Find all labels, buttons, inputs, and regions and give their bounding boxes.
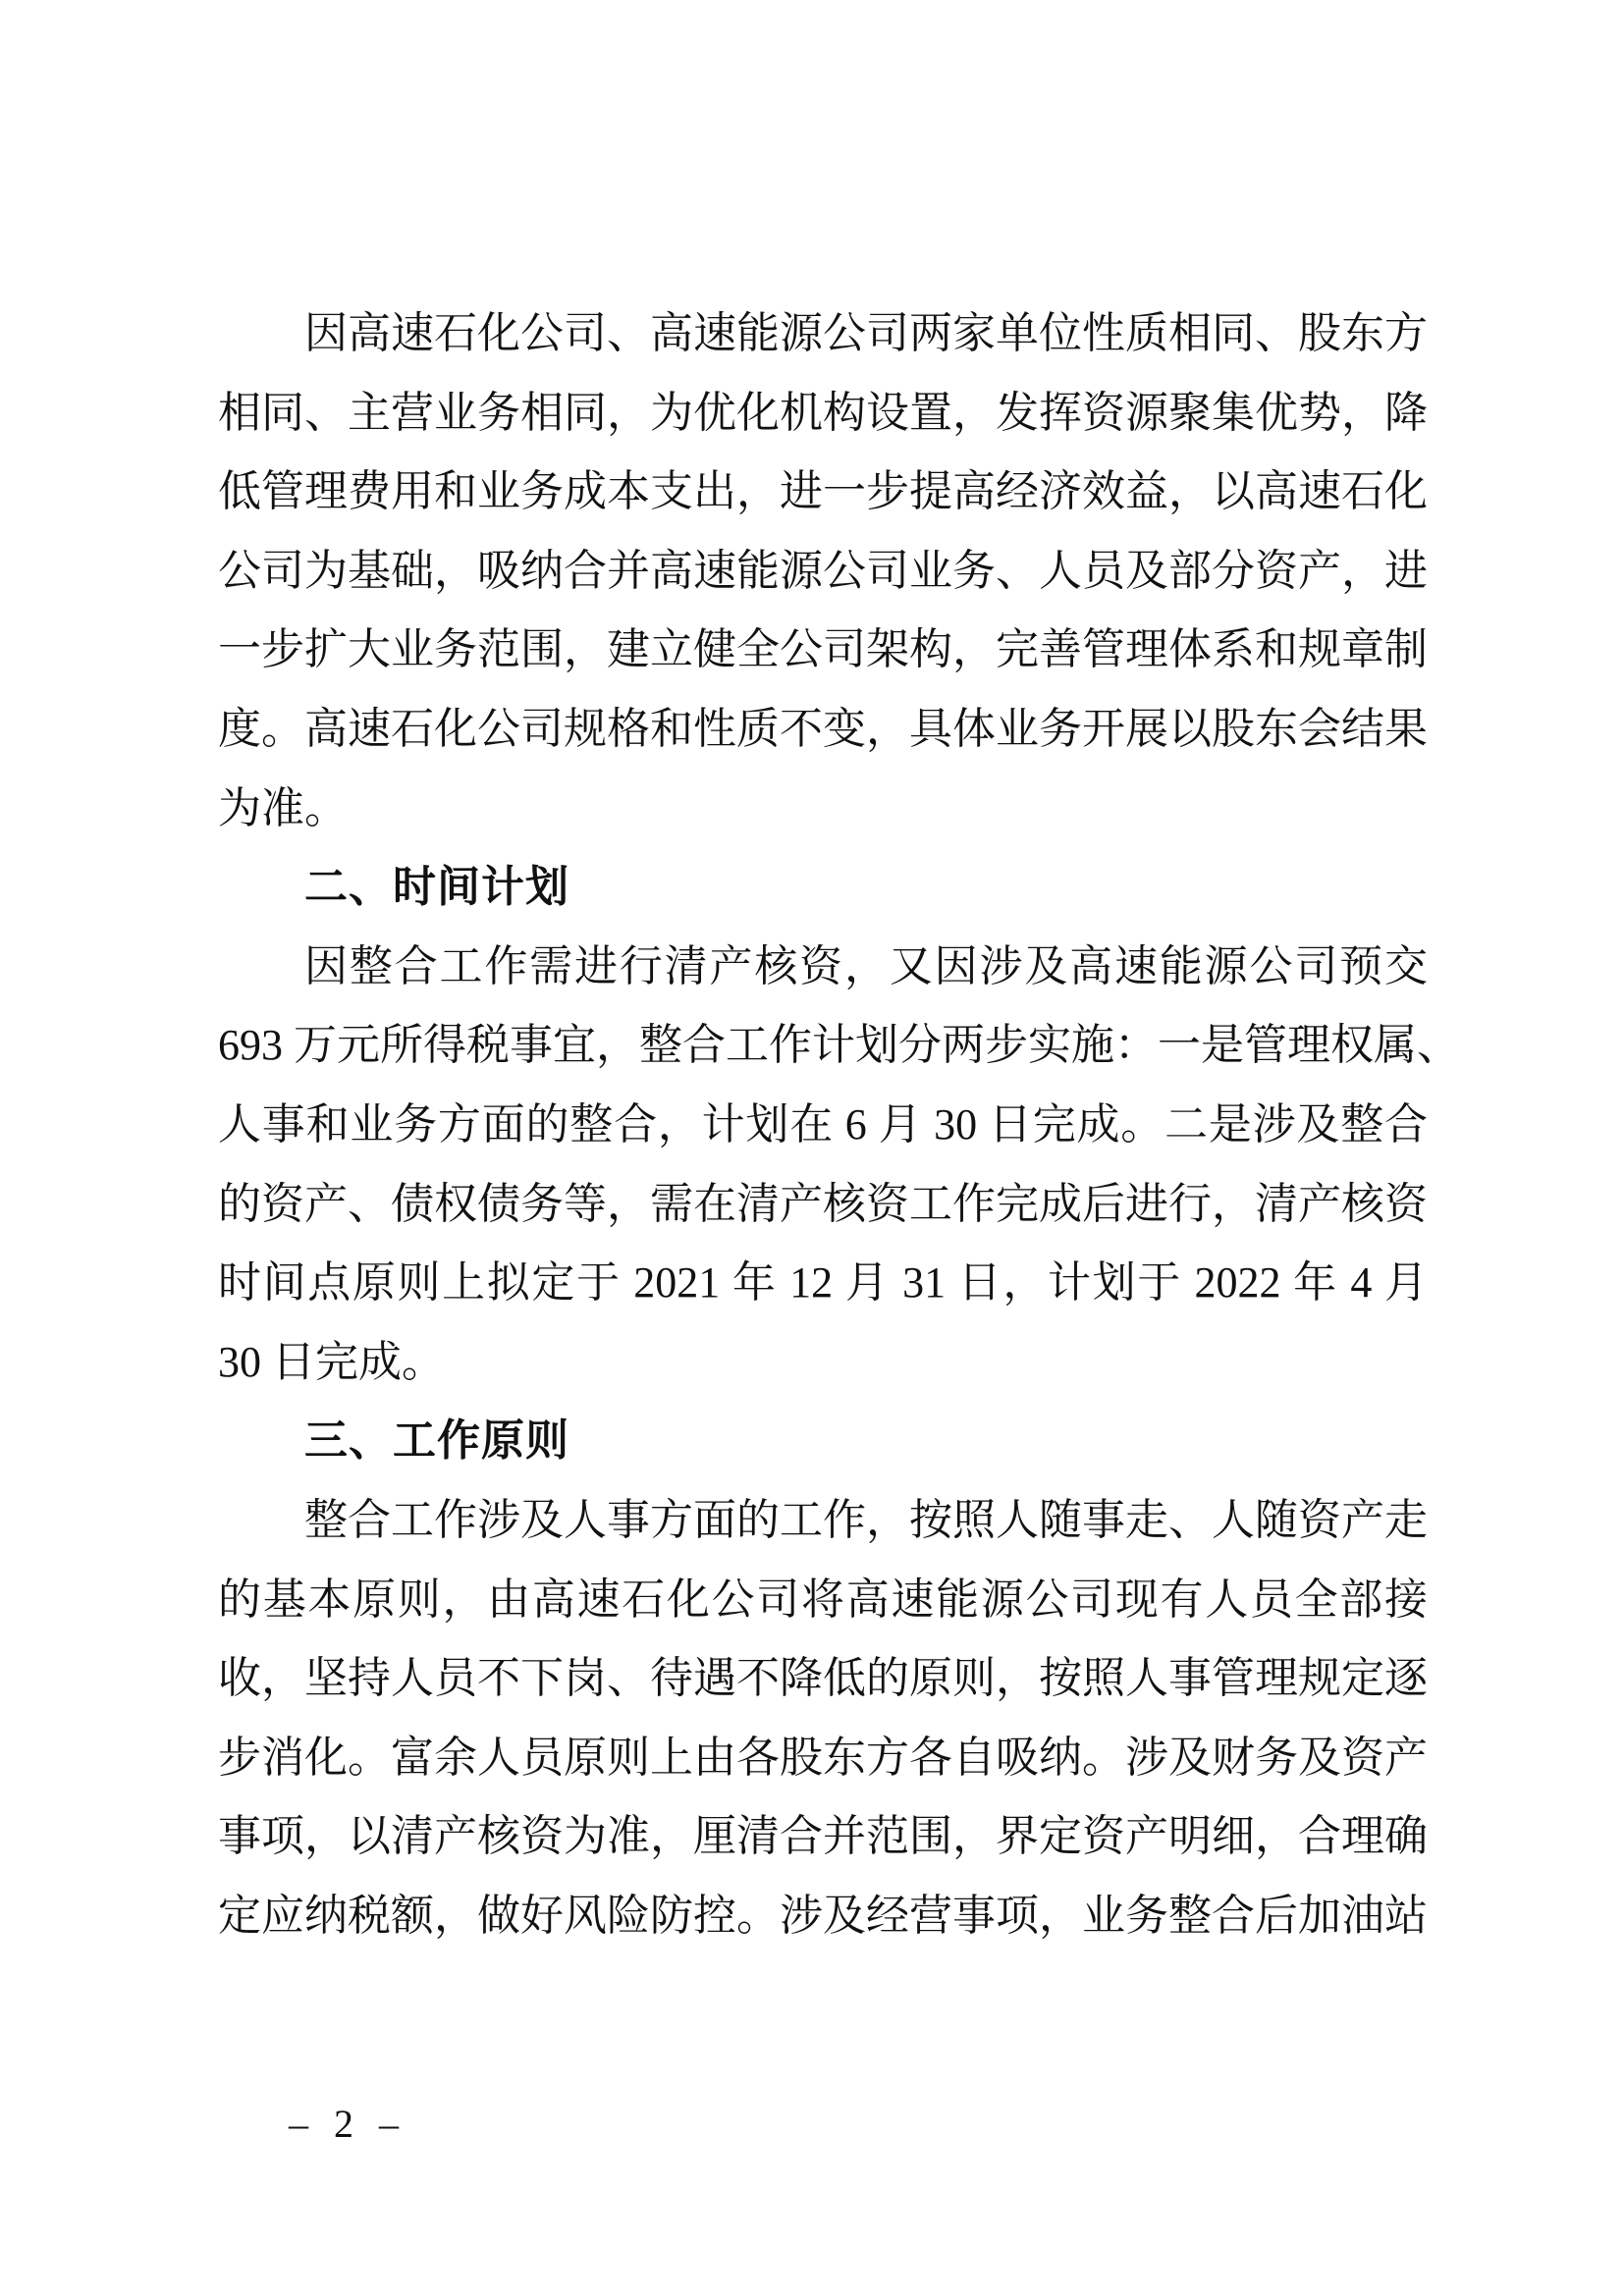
text-line: 因高速石化公司、高速能源公司两家单位性质相同、股东方 — [304, 309, 1428, 357]
text-line: 因整合工作需进行清产核资，又因涉及高速能源公司预交 — [304, 941, 1428, 990]
text-line: 人事和业务方面的整合，计划在 6 月 30 日完成。二是涉及整合 — [218, 1099, 1428, 1148]
page-number: – 2 – — [289, 2102, 406, 2146]
text-line: 时间点原则上拟定于 2021 年 12 月 31 日，计划于 2022 年 4 月 — [218, 1258, 1428, 1308]
section-heading: 三、工作原则 — [304, 1416, 569, 1466]
text-line: 定应纳税额，做好风险防控。涉及经营事项，业务整合后加油站 — [218, 1891, 1428, 1940]
section-heading: 二、时间计划 — [304, 863, 569, 912]
text-line: 公司为基础，吸纳合并高速能源公司业务、人员及部分资产，进 — [218, 546, 1428, 595]
text-line: 的资产、债权债务等，需在清产核资工作完成后进行，清产核资 — [218, 1179, 1428, 1228]
text-line: 30 日完成。 — [218, 1337, 445, 1386]
text-line: 整合工作涉及人事方面的工作，按照人随事走、人随资产走 — [304, 1495, 1428, 1544]
text-line: 为准。 — [218, 783, 348, 832]
text-line: 低管理费用和业务成本支出，进一步提高经济效益，以高速石化 — [218, 467, 1428, 516]
text-line: 相同、主营业务相同，为优化机构设置，发挥资源聚集优势，降 — [218, 388, 1428, 437]
text-line: 步消化。富余人员原则上由各股东方各自吸纳。涉及财务及资产 — [218, 1733, 1428, 1782]
text-line: 收，坚持人员不下岗、待遇不降低的原则，按照人事管理规定逐 — [218, 1654, 1428, 1703]
text-line: 事项，以清产核资为准，厘清合并范围，界定资产明细，合理确 — [218, 1812, 1428, 1861]
text-line: 的基本原则，由高速石化公司将高速能源公司现有人员全部接 — [218, 1575, 1428, 1624]
document-body — [218, 294, 1460, 1955]
text-line: 693 万元所得税事宜，整合工作计划分两步实施：一是管理权属、 — [218, 1021, 1460, 1070]
text-line: 度。高速石化公司规格和性质不变，具体业务开展以股东会结果 — [218, 704, 1428, 753]
text-line: 一步扩大业务范围，建立健全公司架构，完善管理体系和规章制 — [218, 625, 1428, 674]
